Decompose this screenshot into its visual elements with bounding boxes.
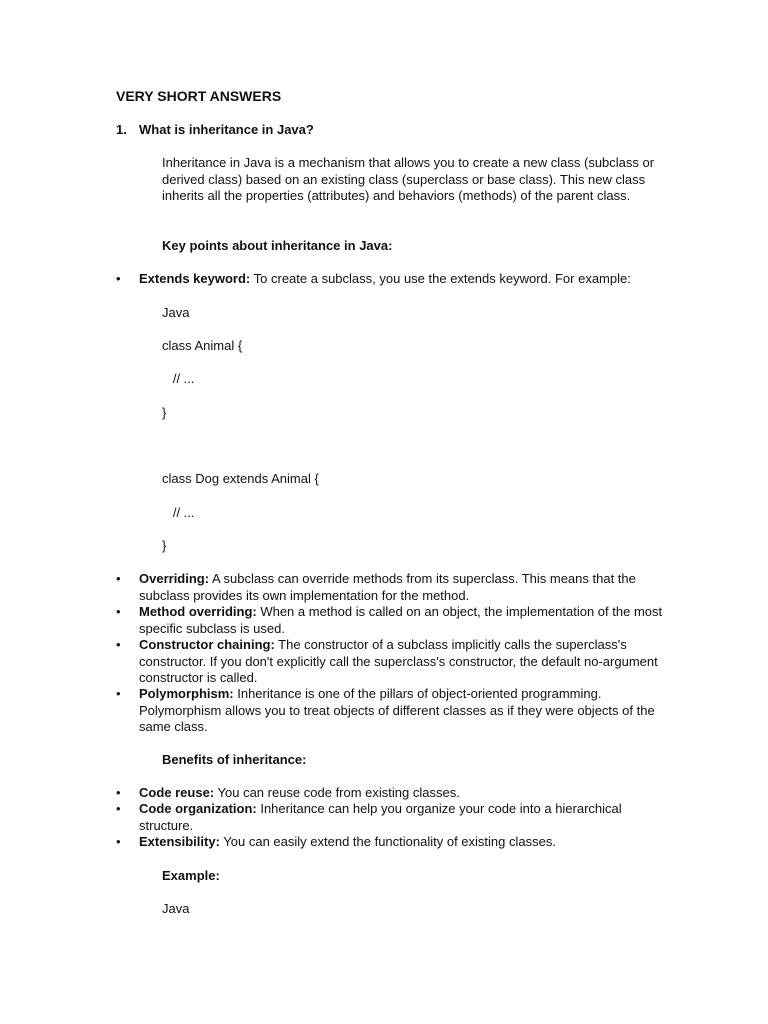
list-item-term: Code organization: (139, 801, 257, 816)
question-text: What is inheritance in Java? (139, 122, 314, 137)
bullet-marker: • (116, 834, 121, 849)
list-item-text: When a method is called on an object, the implementation of the most specific subclass is used. (139, 604, 663, 636)
bullet-marker: • (116, 637, 121, 652)
list-item (139, 604, 669, 637)
list-item-text: A subclass can override methods from its superclass. This means that the subclass provides its own implementation for the method. (139, 571, 636, 603)
code-line: class Animal { (162, 338, 243, 353)
list-item-term: Polymorphism: (139, 686, 234, 701)
list-item-term: Constructor chaining: (139, 637, 275, 652)
code-line: } (162, 405, 167, 420)
extends-text: To create a subclass, you use the extends keyword. For example: (250, 271, 631, 286)
extends-item (139, 271, 669, 288)
question-number: 1. (116, 122, 127, 137)
list-item-term: Method overriding: (139, 604, 257, 619)
list-item-term: Extensibility: (139, 834, 220, 849)
list-item-term: Overriding: (139, 571, 210, 586)
code-line: class Dog extends Animal { (162, 471, 319, 486)
list-item (139, 834, 669, 851)
list-item-text: Inheritance can help you organize your code into a hierarchical structure. (139, 801, 622, 833)
code-line: } (162, 538, 167, 553)
code-line: // ... (162, 371, 195, 386)
benefits-heading: Benefits of inheritance: (162, 752, 307, 767)
bullet-marker: • (116, 686, 121, 701)
page-heading: VERY SHORT ANSWERS (116, 88, 282, 104)
list-item-text: You can reuse code from existing classes. (214, 785, 460, 800)
list-item (139, 686, 669, 736)
list-item (139, 637, 669, 687)
list-item (139, 801, 654, 834)
list-item (139, 571, 669, 604)
bullet-marker: • (116, 604, 121, 619)
list-item (139, 785, 669, 802)
code-line: // ... (162, 505, 195, 520)
definition-paragraph: Inheritance in Java is a mechanism that allows you to create a new class (subclass or derived class) based on an existing class (superclass or base class). This new class inherits all the properties (attributes) and behaviors (methods) of the parent class. (162, 155, 655, 203)
example-lang-label: Java (162, 901, 190, 916)
example-heading: Example: (162, 868, 220, 883)
bullet-marker: • (116, 271, 121, 286)
bullet-marker: • (116, 785, 121, 800)
list-item-text: You can easily extend the functionality of existing classes. (219, 834, 556, 849)
bullet-marker: • (116, 801, 121, 816)
key-points-heading: Key points about inheritance in Java: (162, 238, 393, 253)
list-item-term: Code reuse: (139, 785, 215, 800)
code-lang-label: Java (162, 305, 190, 320)
bullet-marker: • (116, 571, 121, 586)
list-item-text: Inheritance is one of the pillars of object-oriented programming. Polymorphism allows you to treat objects of different classes as if they were objects of the same class. (139, 686, 655, 734)
list-item-text: The constructor of a subclass implicitly calls the superclass's constructor. If you don't explicitly call the superclass's constructor, the default no-argument constructor is called. (139, 637, 658, 685)
extends-term: Extends keyword: (139, 271, 251, 286)
